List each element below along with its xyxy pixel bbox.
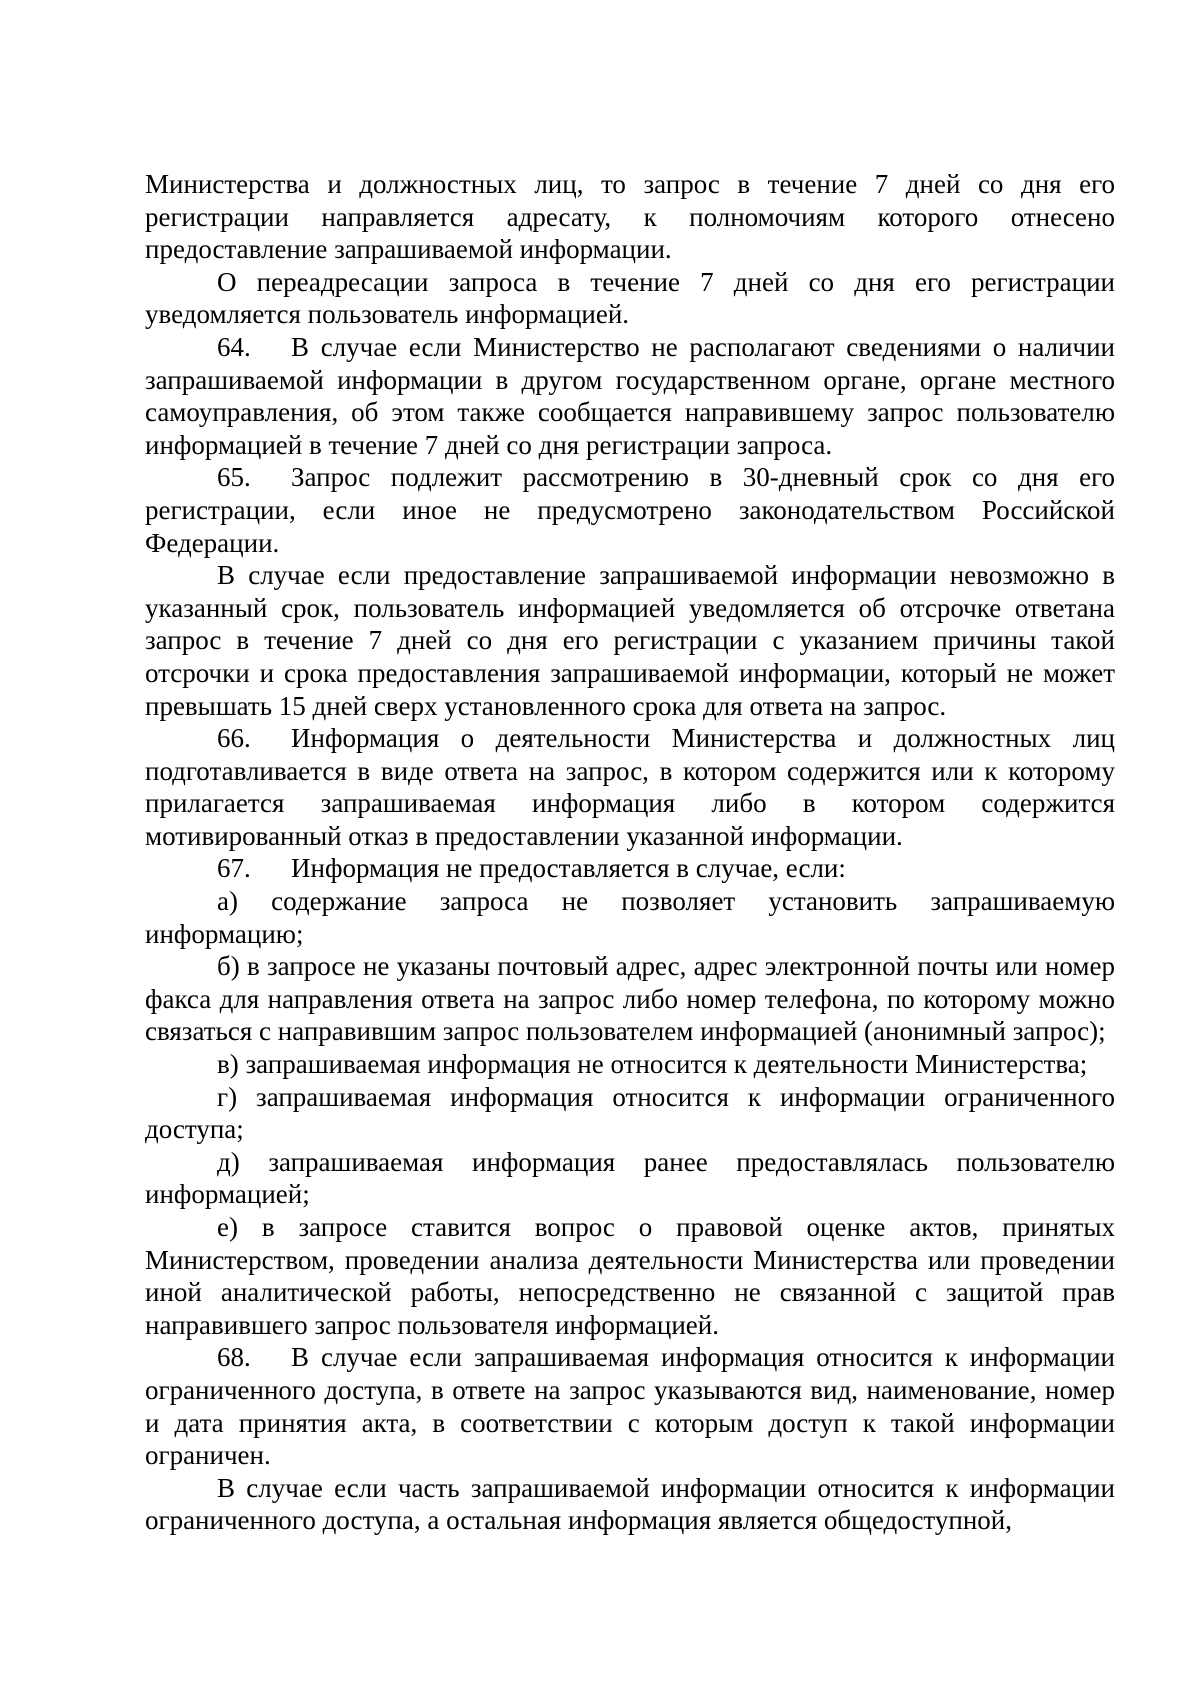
subclause-text: д) запрашиваемая информация ранее предоставлялась пользователю информацией; bbox=[145, 1146, 1115, 1210]
paragraph-text: В случае если предоставление запрашиваемой информации невозможно в указанный срок, пользователь информацией уведомляется об отсрочке ответана запрос в течение 7 дней со дня его регистрации с указанием причины такой отсрочки и срока предоставления запрашиваемой информации, который не может превышать 15 дней сверх установленного срока для ответа на запрос. bbox=[145, 560, 1115, 721]
paragraph-readdress-notice bbox=[145, 266, 1115, 331]
subclause-g bbox=[145, 1081, 1115, 1146]
subclause-text: а) содержание запроса не позволяет установить запрашиваемую информацию; bbox=[145, 886, 1115, 949]
paragraph-text: Министерства и должностных лиц, то запрос в течение 7 дней со дня его регистрации направляется адресату, к полномочиям которого отнесено предоставление запрашиваемой информации. bbox=[145, 169, 1115, 265]
paragraph-text: В случае если часть запрашиваемой информации относится к информации ограниченного доступа, а остальная информация является общедоступной, bbox=[145, 1472, 1115, 1536]
subclause-d bbox=[145, 1146, 1115, 1211]
paragraph-text: О переадресации запроса в течение 7 дней со дня его регистрации уведомляется пользователь информацией. bbox=[145, 266, 1115, 330]
clause-number: 67. bbox=[217, 853, 251, 884]
clause-text: В случае если запрашиваемая информация относится к информации ограниченного доступа, в ответе на запрос указываются вид, наименование, номер и дата принятия акта, в соответствии с которым доступ к такой информации ограничен. bbox=[145, 1342, 1115, 1471]
clause-text: Информация о деятельности Министерства и должностных лиц подготавливается в виде ответа на запрос, в котором содержится или к которому прилагается запрашиваемая информация либо в котором содержится мотивированный отказ в предоставлении указанной информации. bbox=[145, 723, 1115, 851]
clause-66 bbox=[145, 722, 1115, 852]
paragraph-delay-notice bbox=[145, 559, 1115, 722]
clause-text: Запрос подлежит рассмотрению в 30-дневный срок со дня его регистрации, если иное не предусмотрено законодательством Российской Федерации. bbox=[145, 462, 1115, 558]
clause-number: 65. bbox=[217, 462, 251, 493]
subclause-text: в) запрашиваемая информация не относится к деятельности Министерства; bbox=[217, 1049, 1088, 1080]
subclause-b bbox=[145, 950, 1115, 1048]
clause-text: В случае если Министерство не располагают сведениями о наличии запрашиваемой информации в другом государственном органе, органе местного самоуправления, об этом также сообщается направившему запрос пользователю информацией в течение 7 дней со дня регистрации запроса. bbox=[145, 331, 1115, 460]
subclause-a bbox=[145, 885, 1115, 950]
clause-68 bbox=[145, 1341, 1115, 1471]
clause-67 bbox=[145, 852, 1115, 885]
paragraph-partial-restriction bbox=[145, 1472, 1115, 1537]
clause-number: 68. bbox=[217, 1342, 251, 1373]
clause-65 bbox=[145, 461, 1115, 559]
clause-text: Информация не предоставляется в случае, если: bbox=[291, 853, 846, 884]
clause-64 bbox=[145, 331, 1115, 461]
clause-number: 64. bbox=[217, 331, 251, 362]
subclause-text: б) в запросе не указаны почтовый адрес, адрес электронной почты или номер факса для направления ответа на запрос либо номер телефона, по которому можно связаться с направившим запрос пользователем информацией (анонимный запрос); bbox=[145, 951, 1115, 1047]
subclause-e bbox=[145, 1211, 1115, 1341]
paragraph-continuation bbox=[145, 168, 1115, 266]
subclause-v bbox=[145, 1048, 1115, 1081]
subclause-text: г) запрашиваемая информация относится к информации ограниченного доступа; bbox=[145, 1081, 1115, 1145]
subclause-text: е) в запросе ставится вопрос о правовой оценке актов, принятых Министерством, проведении анализа деятельности Министерства или проведении иной аналитической работы, непосредственно не связанной с защитой прав направившего запрос пользователя информацией. bbox=[145, 1212, 1115, 1340]
clause-number: 66. bbox=[217, 723, 251, 754]
document-body bbox=[145, 168, 1115, 1537]
